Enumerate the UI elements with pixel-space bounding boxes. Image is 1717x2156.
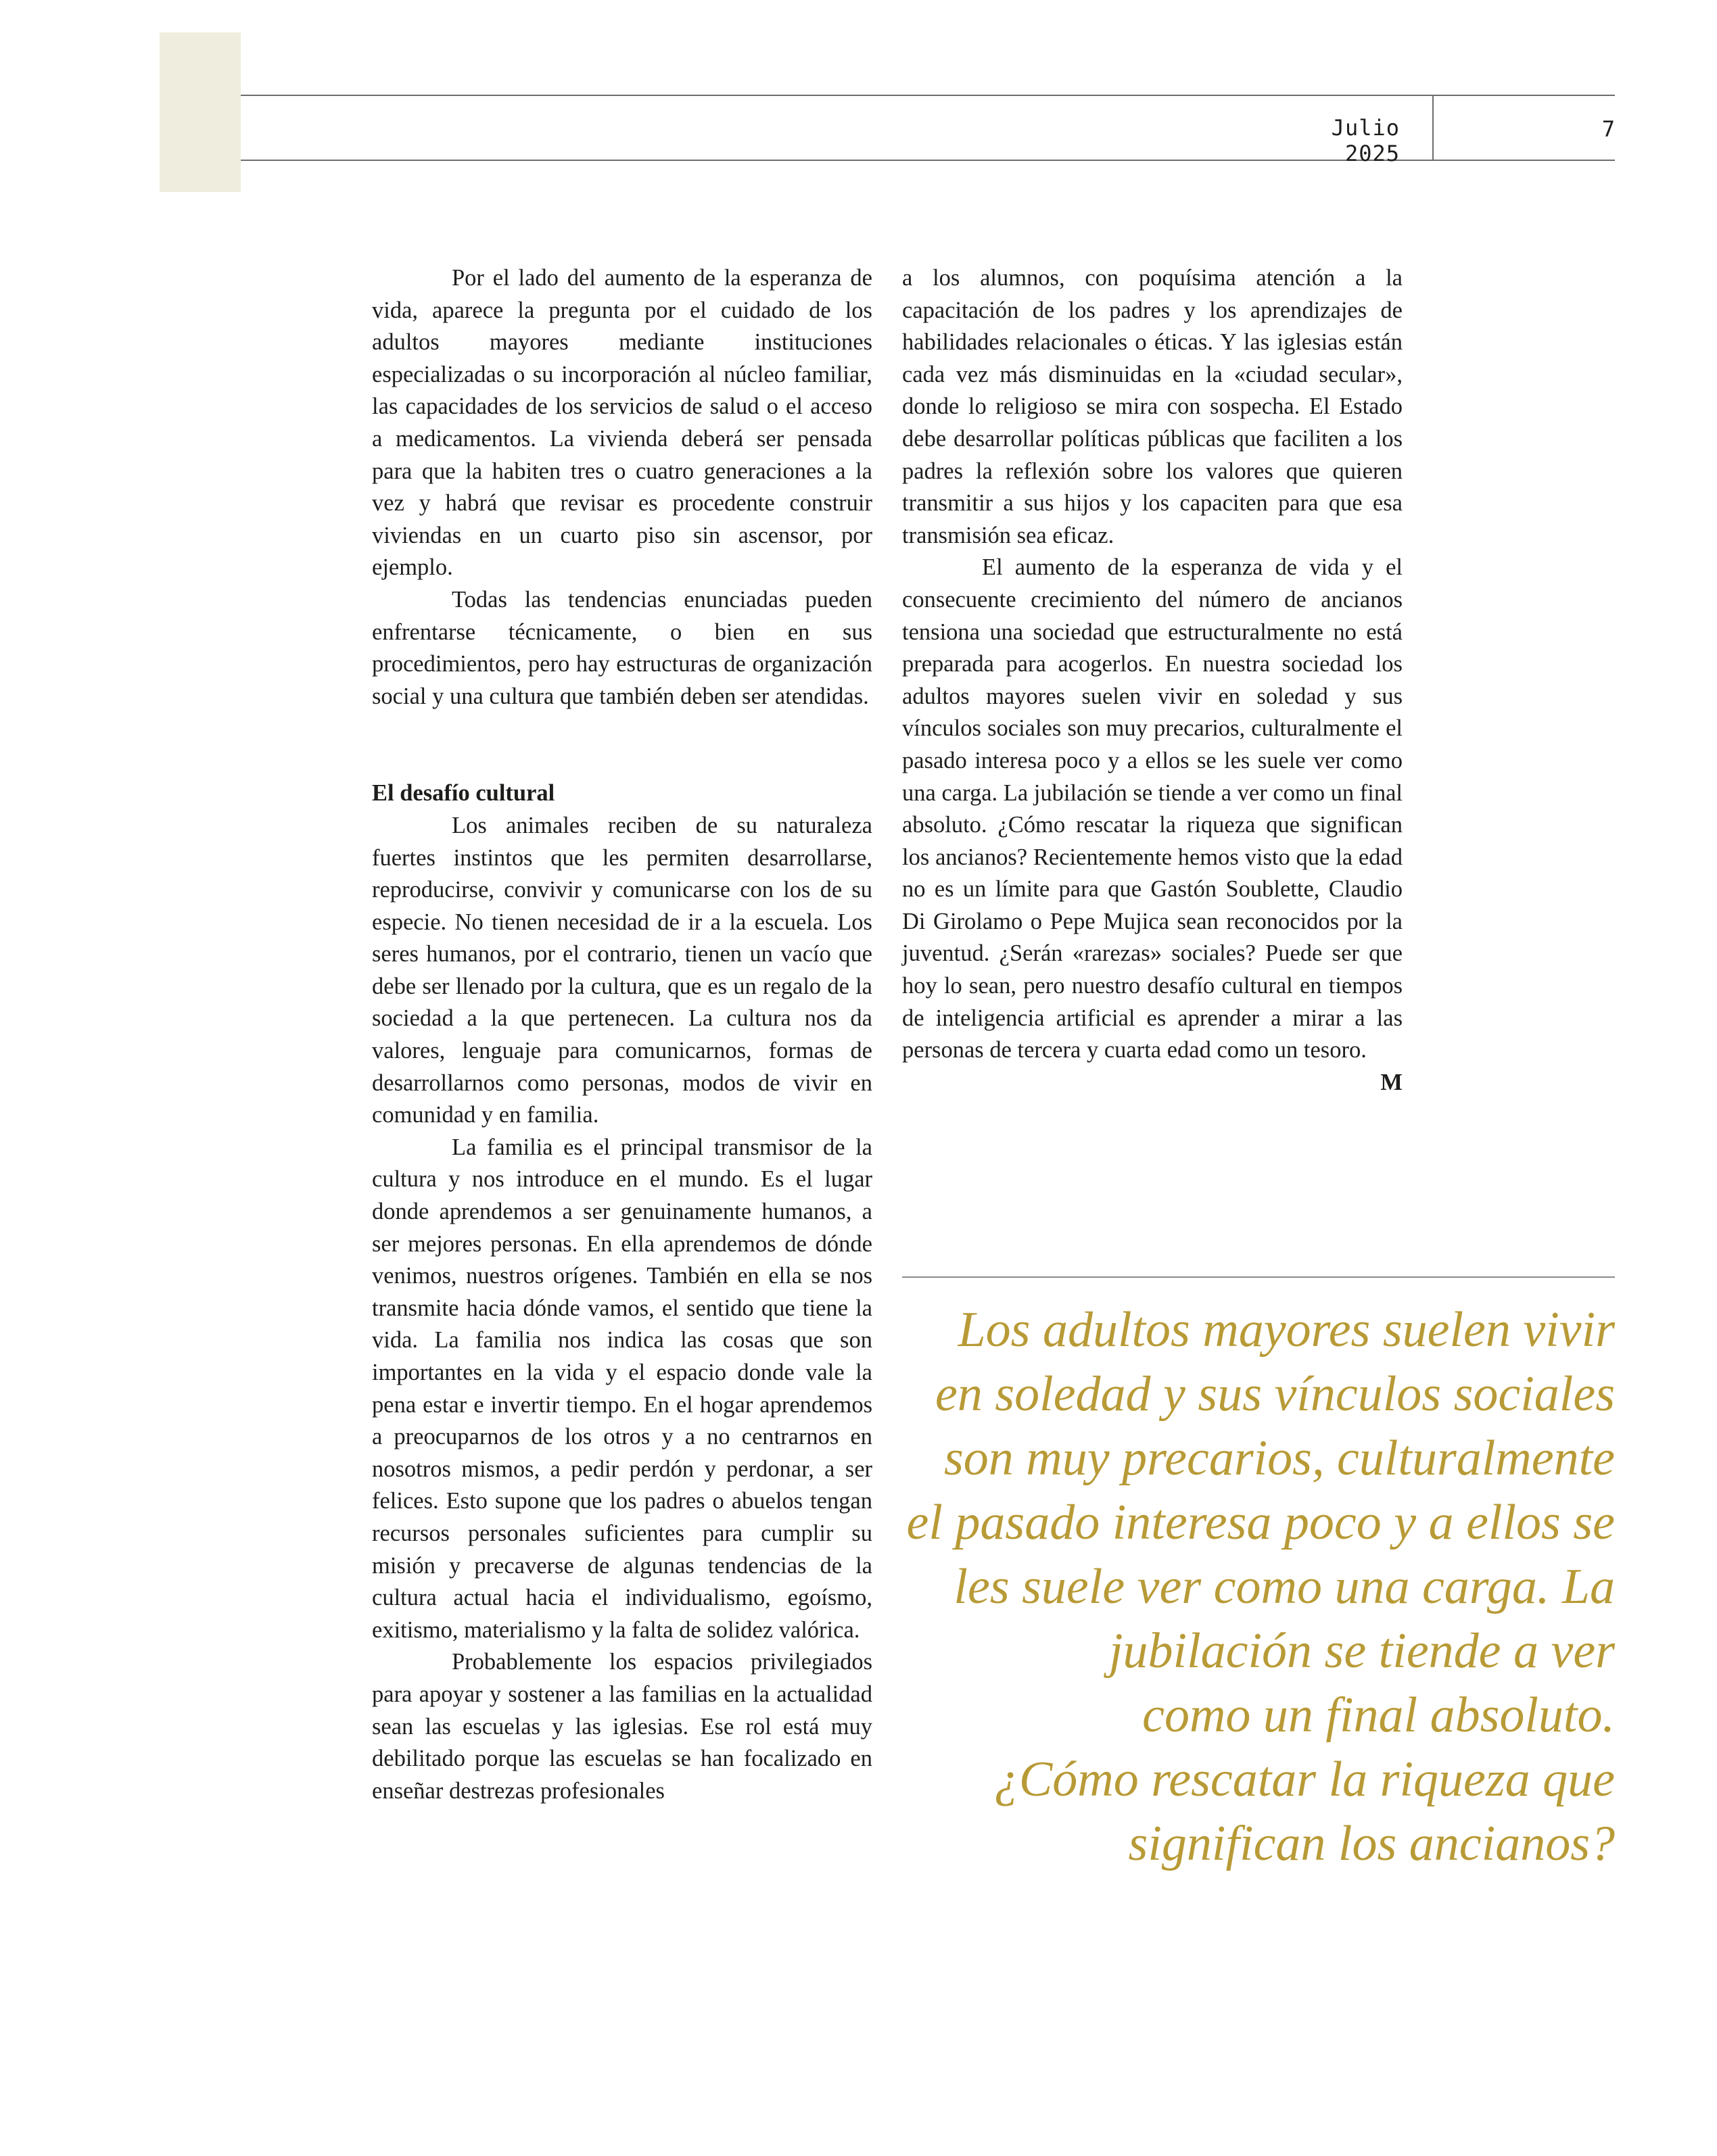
body-paragraph-text: El aumento de la esperanza de vida y el consecuente crecimiento del número de ancianos tensiona una sociedad que estructuralmente no está preparada para acogerlos. En nuestra sociedad los adultos mayores suelen vivir en soledad y sus vínculos sociales son muy precarios, culturalmente el pasado interesa poco y a ellos se les suele ver como una carga. La jubilación se tiende a ver como un final absoluto. ¿Cómo rescatar la riqueza que significan los ancianos? Recientemente hemos visto que la edad no es un límite para que Gastón Soublette, Claudio Di Girolamo o Pepe Mujica sean reconocidos por la juventud. ¿Serán «rarezas» sociales? Puede ser que hoy lo sean, pero nuestro desafío cultural en tiempos de inteligencia artificial es aprender a mirar a las personas de tercera y cuarta edad como un tesoro. (902, 554, 1403, 1063)
end-of-article-mark: M (1380, 1069, 1403, 1095)
pull-quote-line: significan los ancianos? (1128, 1816, 1615, 1871)
pull-quote-line: como un final absoluto. (1142, 1687, 1615, 1743)
body-paragraph: Probablemente los espacios privilegiados para apoyar y sostener a las familias en la actualidad sean las escuelas y las iglesias. Ese rol está muy debilitado porque las escuelas se han focalizado en enseñar destrezas profesionales (372, 1649, 872, 1804)
body-paragraph: Por el lado del aumento de la esperanza de vida, aparece la pregunta por el cuidado de los adultos mayores mediante instituciones especializadas o su incorporación al núcleo familiar, las capacidades de los servicios de salud o el acceso a medicamentos. La vivienda deberá ser pensada para que la habiten tres o cuatro generaciones a la vez y habrá que revisar es procedente construir viviendas en un cuarto piso sin ascensor, por ejemplo. (372, 265, 872, 581)
page-corner-tab (160, 32, 241, 192)
pull-quote-line: les suele ver como una carga. La (954, 1559, 1615, 1614)
page-number: 7 (1601, 116, 1615, 142)
body-paragraph: Todas las tendencias enunciadas pueden enfrentarse técnicamente, o bien en sus procedimientos, pero hay estructuras de organización social y una cultura que también deben ser atendidas. (372, 586, 872, 709)
pull-quote-line: ¿Cómo rescatar la riqueza que (993, 1752, 1615, 1807)
header-top-rule (241, 95, 1615, 96)
pull-quote-line: son muy precarios, culturalmente (944, 1431, 1615, 1486)
section-subheading: El desafío cultural (372, 780, 555, 807)
pull-quote-line: en soledad y sus vínculos sociales (935, 1366, 1615, 1422)
body-paragraph: La familia es el principal transmisor de la cultura y nos introduce en el mundo. Es el lugar donde aprendemos a ser genuinamente humanos, a ser mejores personas. En ella aprendemos de dónde venimos, nuestros orígenes. También en ella se nos transmite hacia dónde vamos, el sentido que tiene la vida. La familia nos indica las cosas que son importantes en la vida y el espacio donde vale la pena estar e invertir tiempo. En el hogar aprendemos a preocuparnos de los otros y a no centrarnos en nosotros mismos, a pedir perdón y perdonar, a ser felices. Esto supone que los padres o abuelos tengan recursos personales suficientes para cumplir su misión y precaverse de algunas tendencias de la cultura actual hacia el individualismo, egoísmo, exitismo, materialismo y la falta de solidez valórica. (372, 1134, 872, 1643)
pull-quote-rule (902, 1276, 1615, 1278)
body-paragraph: Los animales reciben de su naturaleza fuertes instintos que les permiten desarrollarse, reproducirse, convivir y comunicarse con los de su especie. No tienen necesidad de ir a la escuela. Los seres humanos, por el contrario, tienen un vacío que debe ser llenado por la cultura, que es un regalo de la sociedad a la que pertenecen. La cultura nos da valores, lenguaje para comunicarnos, formas de desarrollarnos como personas, modos de vivir en comunidad y en familia. (372, 812, 872, 1128)
body-paragraph (902, 552, 1403, 1095)
left-column (372, 262, 872, 1807)
header-separator (1432, 95, 1434, 161)
body-paragraph: a los alumnos, con poquísima atención a la capacitación de los padres y los aprendizajes de habilidades relacionales o éticas. Y las iglesias están cada vez más disminuidas en la «ciudad secular», donde lo religioso se mira con sospecha. El Estado debe desarrollar políticas públicas que faciliten a los padres la reflexión sobre los valores que quieren transmitir a sus hijos y los capaciten para que esa transmisión sea eficaz. (902, 265, 1403, 548)
right-column (902, 262, 1403, 1099)
pull-quote-line: el pasado interesa poco y a ellos se (906, 1495, 1615, 1550)
header-bottom-rule (241, 160, 1615, 161)
pull-quote-line: Los adultos mayores suelen vivir (958, 1302, 1615, 1358)
pull-quote-line: jubilación se tiende a ver (1108, 1623, 1615, 1679)
pull-quote (902, 1298, 1615, 1876)
issue-date: Julio 2025 (1331, 115, 1400, 166)
